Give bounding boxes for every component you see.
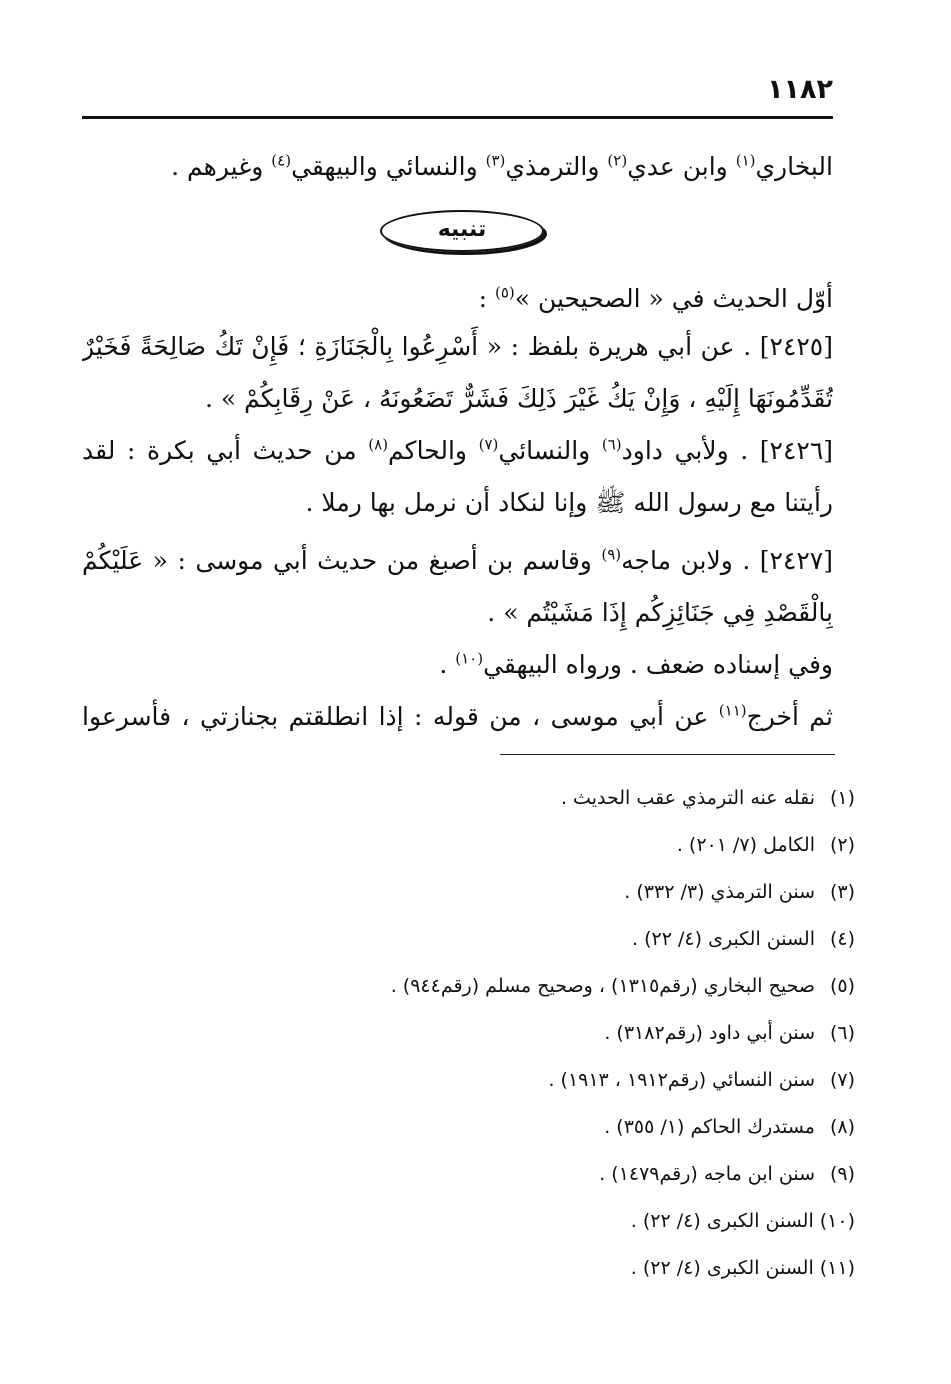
footnote-separator xyxy=(500,754,835,755)
footnote-text: السنن الكبرى (٤/ ٢٢) . xyxy=(630,1210,814,1232)
footnote-item xyxy=(82,1013,855,1053)
footnote-number: (٨) xyxy=(829,1116,855,1138)
footnote-number: (٥) xyxy=(829,975,855,997)
text-line: بِالْقَصْدِ فِي جَنَائِزِكُم إِذَا مَشَيْتُم » . xyxy=(487,598,833,627)
text-line: ثم أخرج$^{(١١)}$ عن أبي موسى ، من قوله : إذا انطلقتم بجنازتي ، فأسرعوا xyxy=(82,701,833,731)
page-number: ١١٨٢ xyxy=(767,74,833,105)
footnote-number: (٧) xyxy=(829,1069,855,1091)
text-line: البخاري$^{(١)}$ وابن عدي$^{(٢)}$ والترمذي$^{(٣)}$ والنسائي والبيهقي$^{(٤)}$ وغيرهم . xyxy=(171,151,833,181)
footnote-item xyxy=(82,919,855,959)
footnote-number: (٩) xyxy=(829,1163,855,1185)
footnote-text: سنن النسائي (رقم١٩١٢ ، ١٩١٣) . xyxy=(548,1069,815,1091)
section-heading: تنبيه xyxy=(380,210,544,252)
footnote-item xyxy=(82,1248,855,1288)
footnote-number: (٢) xyxy=(829,834,855,856)
footnote-text: سنن أبي داود (رقم٣١٨٢) . xyxy=(604,1022,815,1044)
footnote-item xyxy=(82,1107,855,1147)
footnote-text: الكامل (٧/ ٢٠١) . xyxy=(676,834,815,856)
footnote-item xyxy=(82,1201,855,1241)
footnote-text: السنن الكبرى (٤/ ٢٢) . xyxy=(630,1257,814,1279)
text-line: [٢٤٢٧] . ولابن ماجه$^{(٩)}$ وقاسم بن أصبغ من حديث أبي موسى : « عَلَيْكُمْ xyxy=(82,545,833,575)
text-line: أوّل الحديث في « الصحيحين »$^{(٥)}$ : xyxy=(478,283,833,313)
text-line: تُقَدِّمُونَهَا إِلَيْهِ ، وَإِنْ يَكُ غَيْرَ ذَلِكَ فَشَرٌّ تَضَعُونَهُ ، عَنْ رِقَابِكُمْ » . xyxy=(205,384,833,413)
text-line: وفي إسناده ضعف . ورواه البيهقي$^{(١٠)}$ . xyxy=(439,649,833,679)
footnote-number: (٣) xyxy=(829,881,855,903)
footnote-item xyxy=(82,1154,855,1194)
footnote-text: السنن الكبرى (٤/ ٢٢) . xyxy=(632,928,815,950)
footnote-text: صحيح البخاري (رقم١٣١٥) ، وصحيح مسلم (رقم٩٤٤) . xyxy=(390,975,815,997)
text-line: [٢٤٢٦] . ولأبي داود$^{(٦)}$ والنسائي$^{(٧)}$ والحاكم$^{(٨)}$ من حديث أبي بكرة : لقد xyxy=(82,435,833,465)
footnote-number: (١٠) xyxy=(819,1210,855,1232)
footnote-text: مستدرك الحاكم (١/ ٣٥٥) . xyxy=(604,1116,815,1138)
header-rule xyxy=(82,116,833,119)
footnote-item xyxy=(82,872,855,912)
footnote-item xyxy=(82,1060,855,1100)
footnote-number: (١١) xyxy=(819,1257,855,1279)
footnote-number: (٤) xyxy=(829,928,855,950)
footnote-item xyxy=(82,825,855,865)
footnote-item xyxy=(82,966,855,1006)
footnote-text: نقله عنه الترمذي عقب الحديث . xyxy=(560,787,815,809)
footnote-text: سنن الترمذي (٣/ ٣٣٢) . xyxy=(624,881,815,903)
footnote-number: (١) xyxy=(829,787,855,809)
footnote-item xyxy=(82,778,855,818)
footnote-text: سنن ابن ماجه (رقم١٤٧٩) . xyxy=(599,1163,815,1185)
text-line: [٢٤٢٥] . عن أبي هريرة بلفظ : « أَسْرِعُوا بِالْجَنَازَةِ ؛ فَإِنْ تَكُ صَالِحَةً فَخَيْرٌ xyxy=(82,332,833,361)
footnote-number: (٦) xyxy=(829,1022,855,1044)
text-line: رأيتنا مع رسول الله ﷺ وإنا لنكاد أن نرمل بها رملا . xyxy=(305,488,833,517)
